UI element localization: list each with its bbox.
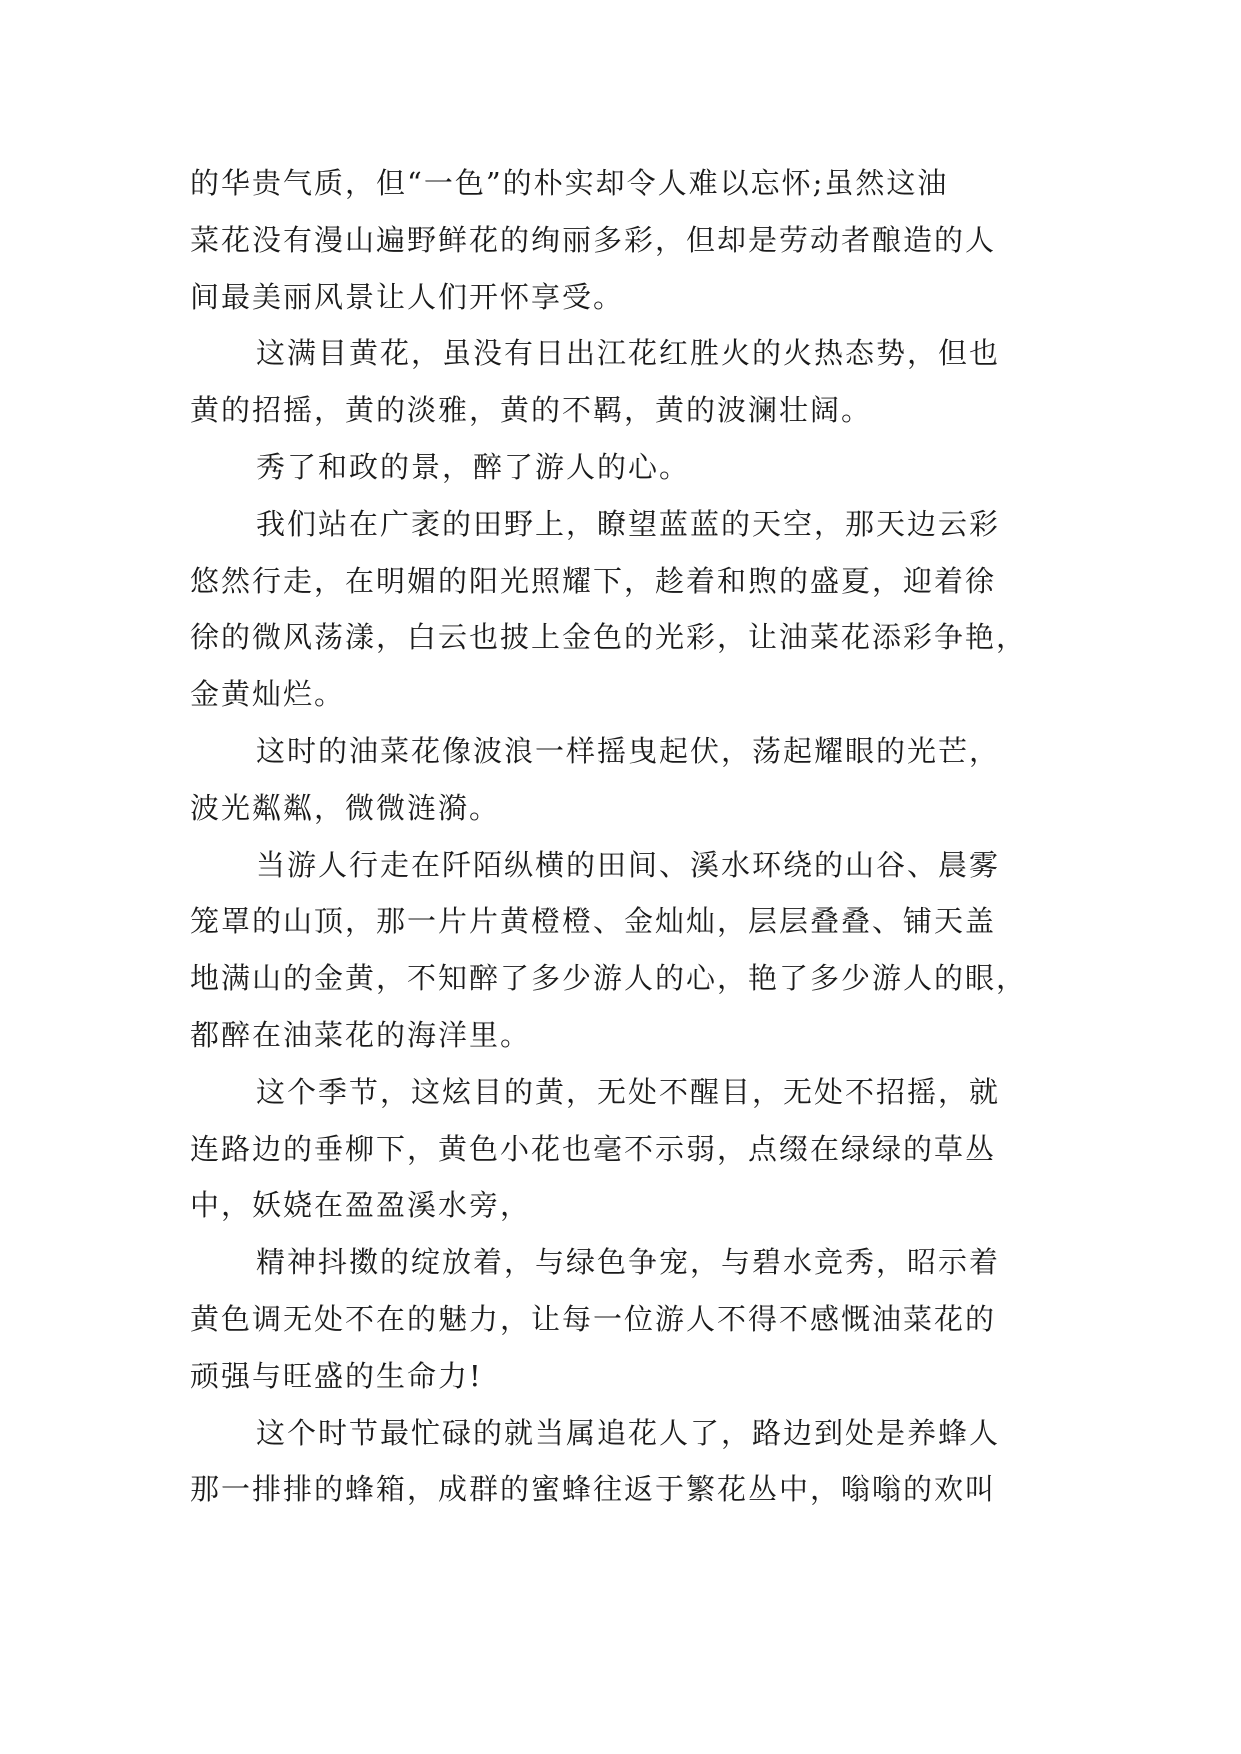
text-line: 这满目黄花，虽没有日出江花红胜火的火热态势，但也 [256,336,1001,371]
text-line: 那一排排的蜂箱，成群的蜜蜂往返于繁花丛中，嗡嗡的欢叫 [190,1472,997,1507]
text-body [190,155,1060,1518]
text-line: 顽强与旺盛的生命力! [190,1358,483,1393]
text-line: 徐的微风荡漾，白云也披上金色的光彩，让油菜花添彩争艳， [190,620,1028,655]
text-line: 的华贵气质，但“一色”的朴实却令人难以忘怀;虽然这油 [190,166,949,200]
text-line: 间最美丽风景让人们开怀享受。 [190,279,625,314]
text-line: 都醉在油菜花的海洋里。 [190,1017,532,1052]
text-line: 中，妖娆在盈盈溪水旁， [190,1188,532,1223]
text-line: 秀了和政的景，醉了游人的心。 [256,449,691,484]
text-line: 连路边的垂柳下，黄色小花也毫不示弱，点缀在绿绿的草丛 [190,1131,997,1166]
text-line: 这个时节最忙碌的就当属追花人了，路边到处是养蜂人 [256,1415,1001,1450]
text-line: 这时的油菜花像波浪一样摇曳起伏，荡起耀眼的光芒， [256,733,1001,768]
text-line: 这个季节，这炫目的黄，无处不醒目，无处不招摇，就 [256,1074,1001,1109]
text-line: 黄的招摇，黄的淡雅，黄的不羁，黄的波澜壮阔。 [190,393,873,428]
text-line: 当游人行走在阡陌纵横的田间、溪水环绕的山谷、晨雾 [256,847,1001,882]
text-line: 菜花没有漫山遍野鲜花的绚丽多彩，但却是劳动者酿造的人 [190,222,997,257]
text-line: 黄色调无处不在的魅力，让每一位游人不得不感慨油菜花的 [190,1301,997,1336]
text-line: 笼罩的山顶，那一片片黄橙橙、金灿灿，层层叠叠、铺天盖 [190,904,997,939]
text-line: 悠然行走，在明媚的阳光照耀下，趁着和煦的盛夏，迎着徐 [190,563,997,598]
text-line: 地满山的金黄，不知醉了多少游人的心，艳了多少游人的眼， [190,961,1028,996]
text-line: 金黄灿烂。 [190,677,346,712]
text-line: 波光粼粼，微微涟漪。 [190,790,501,825]
text-line: 我们站在广袤的田野上，瞭望蓝蓝的天空，那天边云彩 [256,506,1001,541]
text-line: 精神抖擞的绽放着，与绿色争宠，与碧水竞秀，昭示着 [256,1245,1001,1280]
